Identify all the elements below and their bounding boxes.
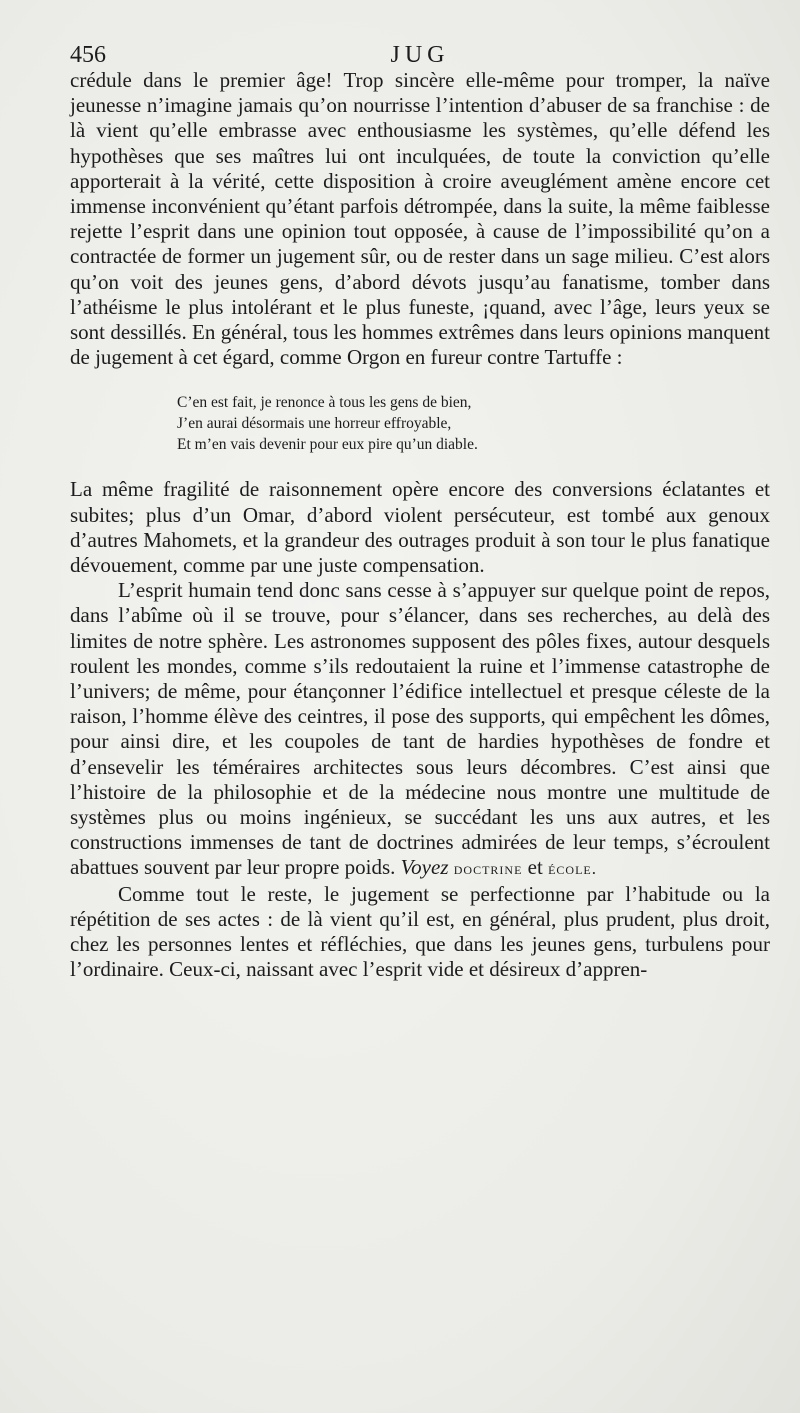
verse-line: Et m’en vais devenir pour eux pire qu’un diable. [177, 436, 478, 454]
verse-line: C’en est fait, je renonce à tous les gens de bien, [177, 394, 472, 412]
cross-reference-ecole: école. [548, 859, 597, 879]
paragraph-4: Comme tout le reste, le jugement se perfectionne par l’habitude ou la répétition de ses actes : de là vient qu’il est, en général, plus prudent, plus droit, chez les personnes lentes et réfléchies, que dans les jeunes gens, turbulens pour l’ordinaire. Ceux-ci, naissant avec l’esprit vide et désireux d’appren- [70, 881, 770, 982]
paragraph-2: La même fragilité de raisonnement opère encore des conversions éclatantes et subites; plus d’un Omar, d’abord violent persécuteur, est tombé aux genoux d’autres Mahomets, et la grandeur des outrages produit à son tour le plus fanatique dévouement, comme par une juste compensation. [70, 477, 770, 578]
cross-reference-doctrine: doctrine [453, 859, 523, 879]
cross-reference-conjunction: et [527, 855, 543, 880]
paragraph-3-text: L’esprit humain tend donc sans cesse à s’appuyer sur quelque point de repos, dans l’abîme où il se trouve, pour s’élancer, dans ses recherches, au delà des limites de notre sphère. Les astronomes supposent des pôles fixes, autour desquels roulent les mondes, comme s’ils redoutaient la ruine et l’immense catastrophe de l’univers; de même, pour étançonner l’édifice intellectuel et presque céleste de la raison, l’homme élève des ceintres, il pose des supports, qui empêchent les dômes, pour ainsi dire, et les coupoles de tant de hardies hypothèses de fondre et d’ensevelir les téméraires architectes sous leurs décombres. C’est ainsi que l’histoire de la philosophie et de la médecine nous montre une multitude de systèmes plus ou moins ingénieux, se succédant les uns aux autres, et les constructions immenses de tant de doctrines admirées de leur temps, s’écroulent abattues souvent par leur propre poids. [70, 578, 770, 880]
voyez-reference: Voyez [400, 855, 449, 880]
verse-quotation [177, 392, 770, 455]
verse-line: J’en aurai désormais une horreur effroyable, [177, 415, 452, 433]
running-head: JUG [390, 42, 450, 68]
body-text [70, 68, 770, 983]
paragraph-1: crédule dans le premier âge! Trop sincère elle-même pour tromper, la naïve jeunesse n’imagine jamais qu’on nourrisse l’intention d’abuser de sa franchise : de là vient qu’elle embrasse avec enthousiasme les systèmes, qu’elle défend les hypothèses que ses maîtres lui ont inculquées, de toute la conviction qu’elle apporterait à la vérité, cette disposition à croire aveuglément amène encore cet immense inconvénient qu’étant parfois détrompée, dans la suite, la même faiblesse rejette l’esprit dans une opinion tout opposée, à cause de l’impossibilité qu’on a contractée de former un jugement sûr, ou de rester dans un sage milieu. C’est alors qu’on voit des jeunes gens, d’abord dévots jusqu’au fanatisme, tomber dans l’athéisme le plus intolérant et le plus funeste, ¡quand, avec l’âge, leurs yeux se sont dessillés. En général, tous les hommes extrêmes dans leurs opinions manquent de jugement à cet égard, comme Orgon en fureur contre Tartuffe : [70, 68, 770, 370]
page-number: 456 [70, 42, 106, 68]
paragraph-3 [70, 578, 770, 881]
